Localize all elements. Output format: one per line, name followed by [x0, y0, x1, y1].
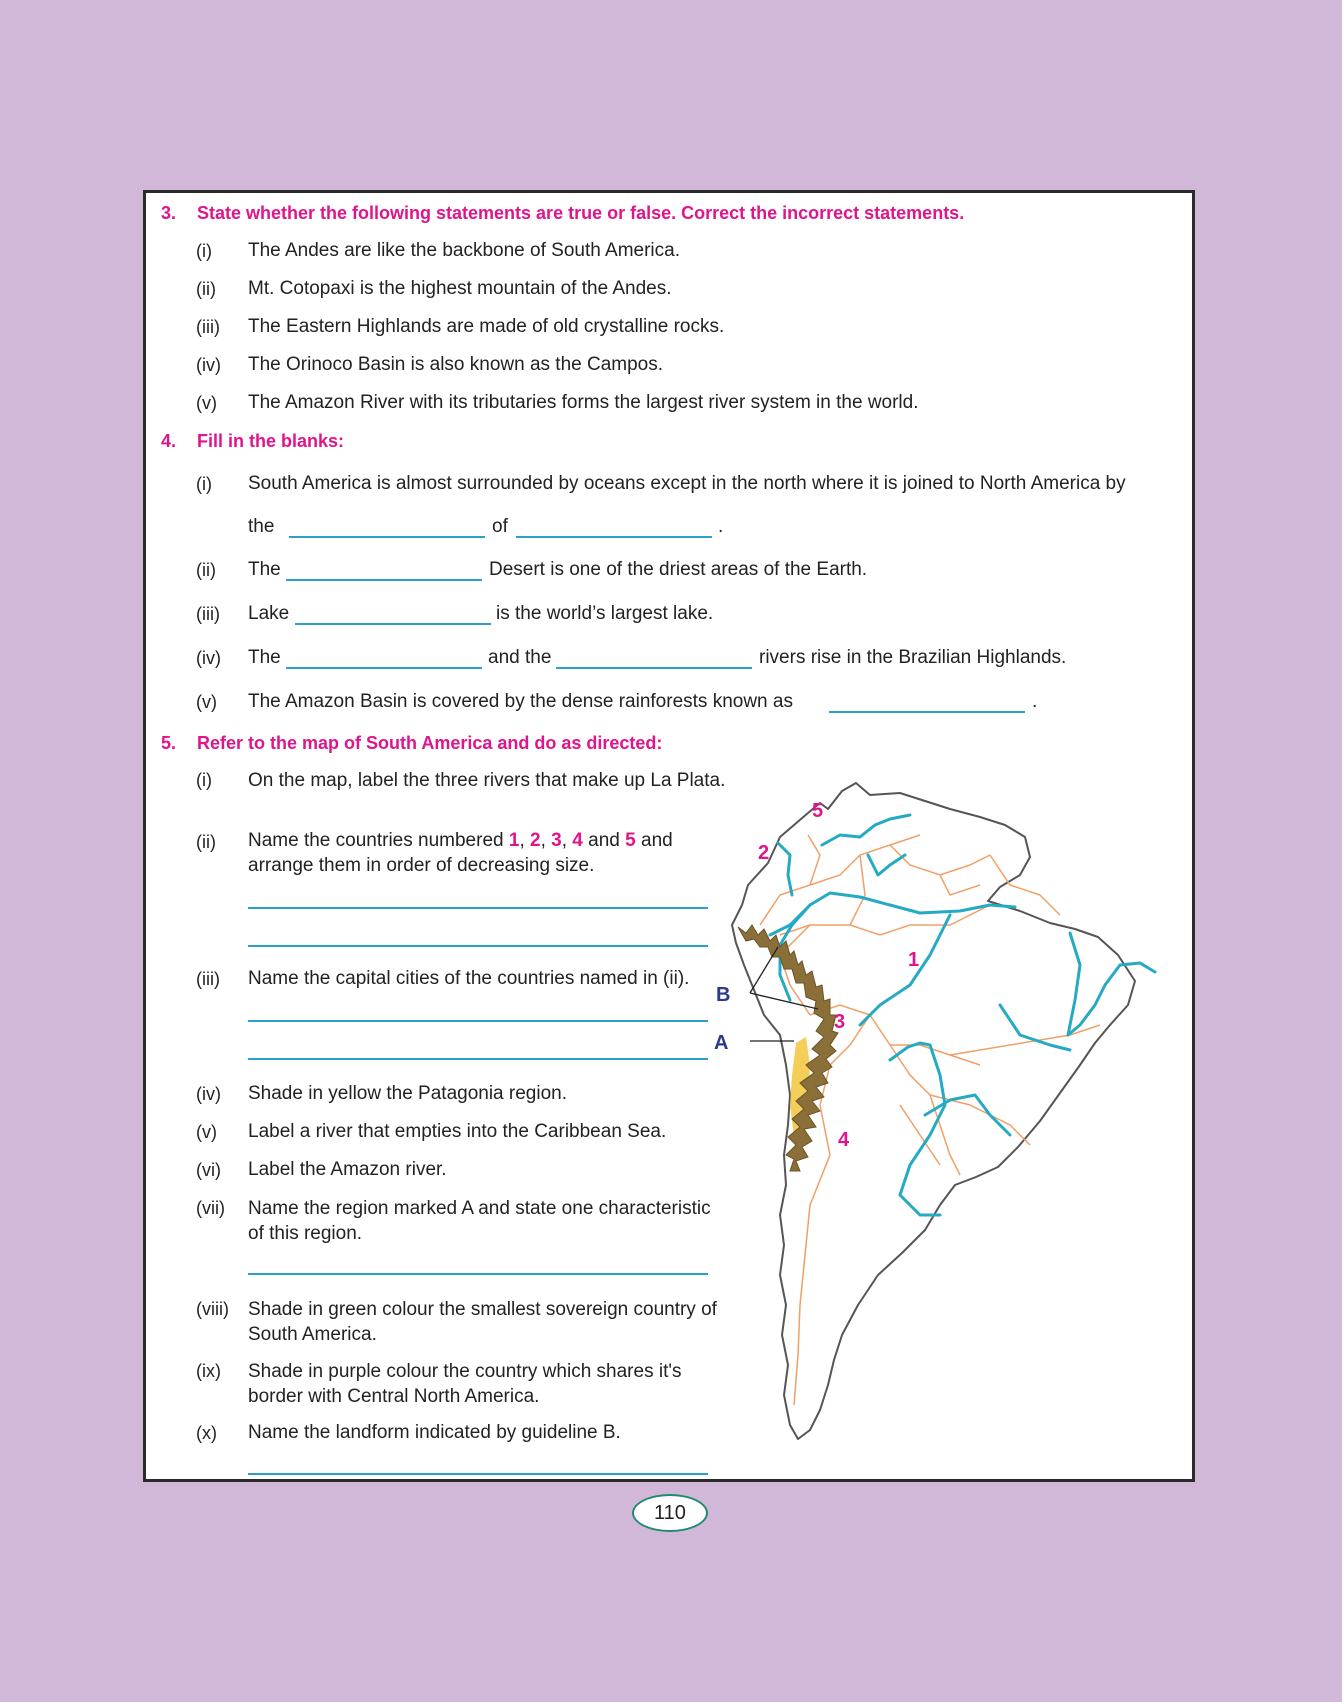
q4-item-num: (iii): [196, 604, 220, 624]
q5-item-num: (vi): [196, 1160, 221, 1180]
country-number-3: 3: [551, 830, 562, 851]
country-label-2: 2: [758, 842, 770, 864]
q4-ii-pre: The: [248, 559, 281, 580]
q4-item-num: (i): [196, 474, 212, 494]
q5-item-num: (v): [196, 1122, 217, 1142]
q5-item-num: (iv): [196, 1084, 221, 1104]
q4-heading: Fill in the blanks:: [197, 431, 345, 451]
q5-iv-text: Shade in yellow the Patagonia region.: [248, 1083, 568, 1104]
answer-blank[interactable]: [829, 711, 1025, 713]
country-number-4: 4: [572, 830, 583, 851]
q4-iv-pre: The: [248, 647, 281, 668]
q4-iv-post: rivers rise in the Brazilian Highlands.: [759, 647, 1067, 668]
q3-statement: Mt. Cotopaxi is the highest mountain of the Andes.: [248, 278, 672, 299]
q3-statement: The Amazon River with its tributaries forms the largest river system in the world.: [248, 392, 919, 413]
q5-iii-text: Name the capital cities of the countries named in (ii).: [248, 968, 690, 989]
answer-line[interactable]: [248, 1020, 708, 1022]
q5-viii-text: Shade in green colour the smallest sovereign country of South America.: [248, 1299, 717, 1345]
country-label-1: 1: [908, 949, 920, 971]
q5-ii-pre: Name the countries numbered: [248, 830, 504, 851]
q3-heading: State whether the following statements are true or false. Correct the incorrect statements.: [197, 203, 965, 223]
q4-i-the: the: [248, 516, 275, 537]
q5-vi-text: Label the Amazon river.: [248, 1159, 447, 1180]
answer-blank[interactable]: [289, 536, 485, 538]
country-label-3: 3: [834, 1011, 846, 1033]
q5-item-num: (i): [196, 770, 212, 790]
q5-item-num: (viii): [196, 1299, 229, 1319]
country-number-2: 2: [530, 830, 541, 851]
q5-ii-line1: [248, 830, 673, 852]
q5-heading: Refer to the map of South America and do as directed:: [197, 733, 663, 753]
q3-item-num: (iv): [196, 355, 221, 375]
q3-item-num: (ii): [196, 279, 216, 299]
country-label-5: 5: [812, 800, 824, 822]
answer-line[interactable]: [248, 1473, 708, 1475]
q5-number: 5.: [161, 733, 177, 753]
q4-iii-post: is the world’s largest lake.: [496, 603, 714, 624]
q4-i-text: South America is almost surrounded by oceans except in the north where it is joined to North America by: [248, 473, 1126, 494]
country-number-5: 5: [625, 830, 636, 851]
q5-x-text: Name the landform indicated by guideline B.: [248, 1422, 621, 1443]
answer-line[interactable]: [248, 907, 708, 909]
q3-statement: The Andes are like the backbone of South America.: [248, 240, 680, 261]
answer-blank[interactable]: [286, 667, 482, 669]
q5-ii-line2: arrange them in order of decreasing size.: [248, 855, 595, 876]
q5-ix-text: Shade in purple colour the country which shares it's border with Central North America.: [248, 1361, 682, 1407]
q4-i-end: .: [718, 516, 724, 537]
country-label-4: 4: [838, 1129, 850, 1151]
separator: ,: [540, 830, 546, 851]
q5-item-num: (x): [196, 1423, 217, 1443]
q5-item-num: (ix): [196, 1361, 221, 1381]
q3-statement: The Orinoco Basin is also known as the Campos.: [248, 354, 664, 375]
q5-v-text: Label a river that empties into the Caribbean Sea.: [248, 1121, 667, 1142]
answer-blank[interactable]: [286, 579, 482, 581]
q4-v-pre: The Amazon Basin is covered by the dense rainforests known as: [248, 691, 793, 712]
q5-vii-text: Name the region marked A and state one characteristic of this region.: [248, 1198, 711, 1244]
q5-i-text: On the map, label the three rivers that make up La Plata.: [248, 770, 726, 791]
q4-ii-post: Desert is one of the driest areas of the Earth.: [489, 559, 868, 580]
q5-item-num: (ii): [196, 832, 216, 852]
q4-item-num: (iv): [196, 648, 221, 668]
and-word: and: [641, 830, 673, 851]
q5-item-num: (vii): [196, 1198, 225, 1218]
q4-i-of: of: [492, 516, 508, 537]
q3-item-num: (v): [196, 393, 217, 413]
q4-item-num: (v): [196, 692, 217, 712]
answer-line[interactable]: [248, 1273, 708, 1275]
q4-number: 4.: [161, 431, 177, 451]
q5-item-num: (iii): [196, 969, 220, 989]
answer-blank[interactable]: [516, 536, 712, 538]
answer-line[interactable]: [248, 1058, 708, 1060]
answer-line[interactable]: [248, 945, 708, 947]
q4-item-num: (ii): [196, 560, 216, 580]
answer-blank[interactable]: [556, 667, 752, 669]
q3-item-num: (iii): [196, 317, 220, 337]
q3-number: 3.: [161, 203, 177, 223]
separator: ,: [519, 830, 525, 851]
q3-statement: The Eastern Highlands are made of old crystalline rocks.: [248, 316, 725, 337]
country-number-1: 1: [508, 830, 520, 851]
q4-iv-mid: and the: [488, 647, 552, 668]
q3-item-num: (i): [196, 241, 212, 261]
and-word: and: [588, 830, 620, 851]
separator: ,: [561, 830, 568, 851]
page-number: 110: [632, 1494, 708, 1532]
answer-blank[interactable]: [295, 623, 491, 625]
map-label-b: B: [716, 984, 731, 1006]
map-label-a: A: [714, 1032, 729, 1054]
south-america-map: [714, 775, 1190, 1455]
q4-v-end: .: [1032, 691, 1038, 712]
q4-iii-pre: Lake: [248, 603, 290, 624]
